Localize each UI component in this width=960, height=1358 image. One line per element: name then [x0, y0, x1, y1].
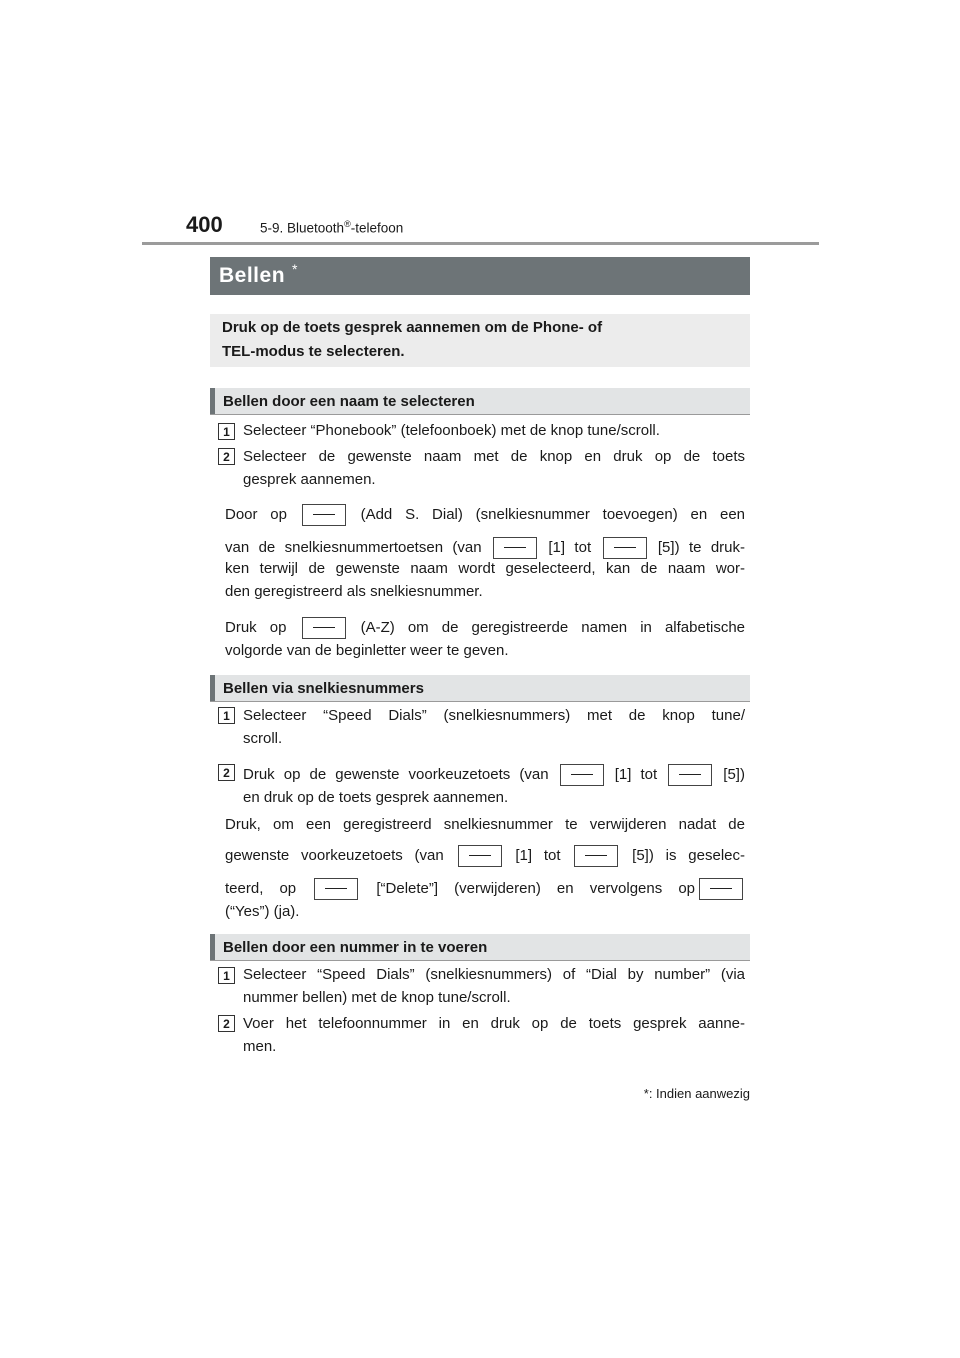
note-line: (“Yes”) (ja). [225, 903, 300, 920]
registered-mark: ® [344, 219, 351, 229]
step-text: men. [243, 1038, 277, 1055]
step-badge: 1 [218, 707, 235, 724]
preset-key-icon [560, 764, 604, 786]
note-line: ken terwijl de gewenste naam wordt geselecteerd, kan de naam wor- [225, 560, 745, 577]
intro-box [210, 314, 750, 367]
section-heading-speed-dials [210, 675, 750, 702]
heading-bar [210, 675, 215, 701]
note-line [225, 845, 745, 867]
note-text: [1] tot [548, 538, 592, 556]
add-speed-dial-key-icon [302, 504, 346, 526]
note-text: (Add S. Dial) (snelkiesnummer toevoegen) en een [360, 505, 745, 523]
delete-key-icon [314, 878, 358, 900]
step-text-part: [5]) [723, 765, 745, 783]
step-badge: 2 [218, 764, 235, 781]
note-text: [“Delete”] (verwijderen) en vervolgens op [376, 879, 696, 897]
note-line [225, 878, 745, 900]
step-text: nummer bellen) met de knop tune/scroll. [243, 989, 511, 1006]
title-asterisk: * [292, 261, 298, 277]
note-text: teerd, op [225, 879, 297, 897]
section-label [260, 219, 403, 236]
step-text: Selecteer “Speed Dials” (snelkiesnummers) met de knop tune/ [243, 707, 745, 724]
step-badge: 2 [218, 448, 235, 465]
page-number: 400 [186, 212, 223, 237]
footnote [600, 1086, 750, 1101]
note-line: volgorde van de beginletter weer te geven. [225, 642, 509, 659]
step-text: Selecteer “Speed Dials” (snelkiesnummers) of “Dial by number” (via [243, 966, 745, 983]
heading-bar [210, 934, 215, 960]
note-line: den geregistreerd als snelkiesnummer. [225, 583, 483, 600]
step-text-part: Druk op de gewenste voorkeuzetoets (van [243, 765, 549, 783]
preset-key-icon [574, 845, 618, 867]
note-text: (A-Z) om de geregistreerde namen in alfabetische [360, 618, 746, 636]
step-text: en druk op de toets gesprek aannemen. [243, 789, 509, 806]
step-text: Selecteer “Phonebook” (telefoonboek) met de knop tune/scroll. [243, 422, 660, 439]
footnote-asterisk: * [643, 1086, 649, 1101]
note-text: [5]) is geselec- [632, 846, 745, 864]
note-line [225, 504, 745, 526]
note-text: gewenste voorkeuzetoets (van [225, 846, 444, 864]
yes-key-icon [699, 878, 743, 900]
step-text: Selecteer de gewenste naam met de knop en druk op de toets [243, 448, 745, 465]
section-prefix: 5-9. Bluetooth [260, 220, 345, 236]
intro-line-2: TEL-modus te selecteren. [222, 343, 405, 360]
note-line: Druk, om een geregistreerd snelkiesnummer te verwijderen nadat de [225, 816, 745, 833]
step-text: Voer het telefoonnummer in en druk op de toets gesprek aanne- [243, 1015, 745, 1032]
preset-key-icon [493, 537, 537, 559]
note-text: van de snelkiesnummertoetsen (van [225, 538, 482, 556]
note-text: [5]) te druk- [657, 538, 746, 556]
section-heading-number [210, 934, 750, 961]
step-text: gesprek aannemen. [243, 471, 376, 488]
a-z-key-icon [302, 617, 346, 639]
section-heading-text: Bellen via snelkiesnummers [223, 680, 424, 697]
title-bar [210, 257, 750, 295]
step-text-part: [1] tot [614, 765, 658, 783]
intro-line-1: Druk op de toets gesprek aannemen om de Phone- of [222, 319, 603, 336]
page-title: Bellen [219, 264, 286, 287]
note-text: Druk op [225, 618, 287, 636]
section-heading-text: Bellen door een nummer in te voeren [223, 939, 488, 956]
note-line [225, 537, 745, 559]
note-line [225, 617, 745, 639]
preset-key-icon [458, 845, 502, 867]
preset-key-icon [668, 764, 712, 786]
step-text: scroll. [243, 730, 283, 747]
section-heading-name [210, 388, 750, 415]
step-badge: 2 [218, 1015, 235, 1032]
section-heading-text: Bellen door een naam te selecteren [223, 393, 475, 410]
note-text: Door op [225, 505, 287, 523]
step-badge: 1 [218, 423, 235, 440]
section-suffix: -telefoon [350, 220, 404, 236]
footnote-text: : Indien aanwezig [648, 1086, 750, 1101]
preset-key-icon [603, 537, 647, 559]
note-text: [1] tot [515, 846, 561, 864]
header-rule [142, 242, 819, 245]
step-text [243, 764, 745, 786]
step-badge: 1 [218, 967, 235, 984]
heading-bar [210, 388, 215, 414]
